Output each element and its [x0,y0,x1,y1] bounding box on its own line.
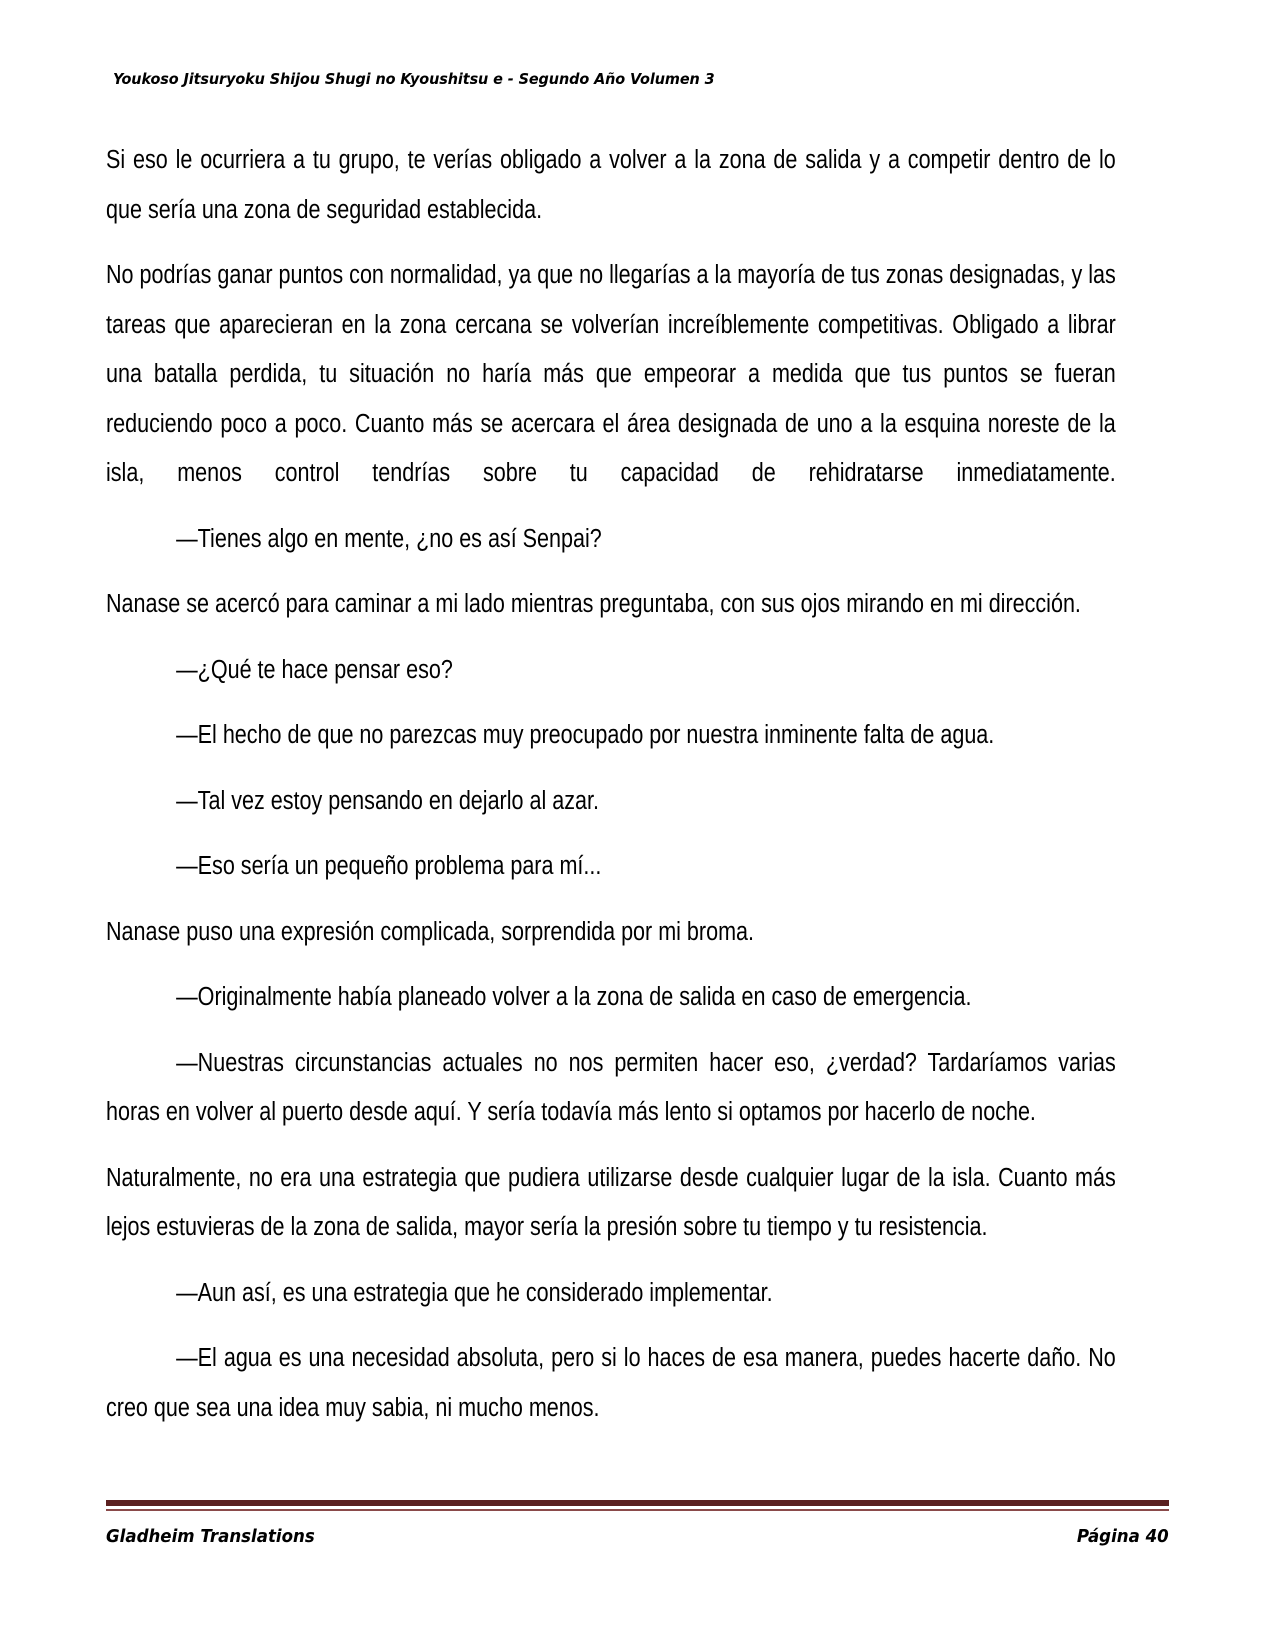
header-title: Youkoso Jitsuryoku Shijou Shugi no Kyoushitsu e - Segundo Año Volumen 3 [113,70,715,88]
page-header [113,70,1123,96]
footer-divider-thin [106,1509,1169,1511]
dialogue-line: —Tal vez estoy pensando en dejarlo al azar. [176,786,599,815]
footer-page-number: Página 40 [1077,1527,1169,1547]
dialogue-line: —Nuestras circunstancias actuales no nos permiten hacer eso, ¿verdad? Tardaríamos varias horas en volver al puerto desde aquí. Y sería todavía más lento si optamos por hacerlo de noche. [106,1048,1116,1126]
dialogue-line: —El hecho de que no parezcas muy preocupado por nuestra inminente falta de agua. [176,721,995,749]
paragraph: Naturalmente, no era una estrategia que pudiera utilizarse desde cualquier lugar de la isla. Cuanto más lejos estuvieras de la zona de salida, mayor sería la presión sobre tu tiempo y tu resistencia. [106,1163,1116,1241]
dialogue-line: —El agua es una necesidad absoluta, pero si lo haces de esa manera, puedes hacerte daño. No creo que sea una idea muy sabia, ni mucho menos. [106,1344,1116,1422]
footer-row [106,1527,1169,1547]
dialogue-line: —Aun así, es una estrategia que he considerado implementar. [176,1278,773,1307]
dialogue-line: —Eso sería un pequeño problema para mí... [176,852,602,880]
dialogue-line: —¿Qué te hace pensar eso? [176,655,453,684]
footer-translator-credit: Gladheim Translations [106,1527,315,1547]
page-footer [106,1500,1169,1547]
paragraph: Nanase puso una expresión complicada, sorprendida por mi broma. [106,917,754,946]
dialogue-line: —Originalmente había planeado volver a la zona de salida en caso de emergencia. [176,983,972,1011]
dialogue-line: —Tienes algo en mente, ¿no es así Senpai? [176,524,602,553]
paragraph: Nanase se acercó para caminar a mi lado mientras preguntaba, con sus ojos mirando en mi dirección. [106,590,1081,618]
document-body [106,136,1116,1449]
paragraph: Si eso le ocurriera a tu grupo, te verías obligado a volver a la zona de salida y a competir dentro de lo que sería una zona de seguridad establecida. [106,146,1116,224]
paragraph: No podrías ganar puntos con normalidad, ya que no llegarías a la mayoría de tus zonas designadas, y las tareas que aparecieran en la zona cercana se volverían increíblemente competitivas. Obligado a librar una batalla perdida, tu situación no haría más que empeorar a medida que tus puntos se fueran reduciendo poco a poco. Cuanto más se acercara el área designada de uno a la esquina noreste de la isla, menos control tendrías sobre tu capacidad de rehidratarse inmediatamente. [106,261,1116,487]
